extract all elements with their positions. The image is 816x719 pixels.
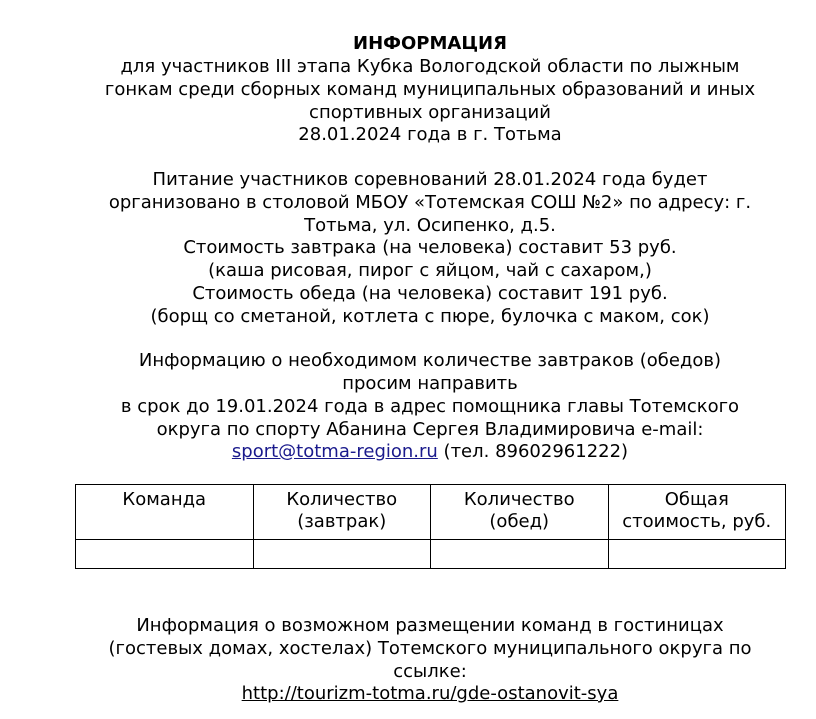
header-line: гонкам среди сборных команд муниципальных образований и иных (104, 79, 756, 100)
request-line: в срок до 19.01.2024 года в адрес помощника главы Тотемского (120, 396, 740, 417)
catering-line: Тотьма, ул. Осипенко, д.5. (304, 215, 556, 236)
table-header-row (76, 485, 786, 540)
order-table (75, 484, 786, 569)
breakfast-menu-line: (каша рисовая, пирог с яйцом, чай с сахаром,) (208, 260, 652, 281)
header-line: для участников III этапа Кубка Вологодской области по лыжным (120, 56, 740, 77)
table-cell-lunch-qty[interactable] (431, 540, 609, 569)
catering-line: организовано в столовой МБОУ «Тотемская СОШ №2» по адресу: г. (108, 192, 752, 213)
event-date-line: 28.01.2024 года в г. Тотьма (298, 124, 562, 145)
contact-line (40, 440, 816, 463)
column-header-total-cost: Общая стоимость, руб. (608, 485, 786, 540)
accommodation-link[interactable]: http://tourizm-totma.ru/gde-ostanovit-sya (241, 683, 619, 704)
accommodation-url-line (40, 682, 816, 705)
column-header-lunch-qty: Количество (обед) (431, 485, 609, 540)
catering-line: Питание участников соревнований 28.01.2024 года будет (152, 169, 708, 190)
request-line: просим направить (342, 373, 518, 394)
email-link[interactable]: sport@totma-region.ru (231, 441, 438, 462)
phone-text: (тел. 89602961222) (437, 441, 629, 462)
lunch-price-line: Стоимость обеда (на человека) составит 191 руб. (192, 283, 668, 304)
lunch-menu-line: (борщ со сметаной, котлета с пюре, булочка с маком, сок) (150, 306, 710, 327)
column-header-breakfast-qty: Количество (завтрак) (253, 485, 431, 540)
accommodation-line: ссылке: (393, 661, 467, 682)
accommodation-line: (гостевых домах, хостелах) Тотемского муниципального округа по (108, 638, 752, 659)
document-title: ИНФОРМАЦИЯ (353, 33, 507, 54)
table-cell-total-cost[interactable] (608, 540, 786, 569)
accommodation-line: Информация о возможном размещении команд в гостиницах (136, 615, 724, 636)
table-cell-team[interactable] (76, 540, 254, 569)
column-header-team: Команда (76, 485, 254, 540)
breakfast-price-line: Стоимость завтрака (на человека) составит 53 руб. (183, 237, 677, 258)
request-line: округа по спорту Абанина Сергея Владимировича e-mail: (156, 419, 704, 440)
request-line: Информацию о необходимом количестве завтраков (обедов) (138, 350, 722, 371)
table-cell-breakfast-qty[interactable] (253, 540, 431, 569)
header-line: спортивных организаций (309, 102, 551, 123)
table-row (76, 540, 786, 569)
